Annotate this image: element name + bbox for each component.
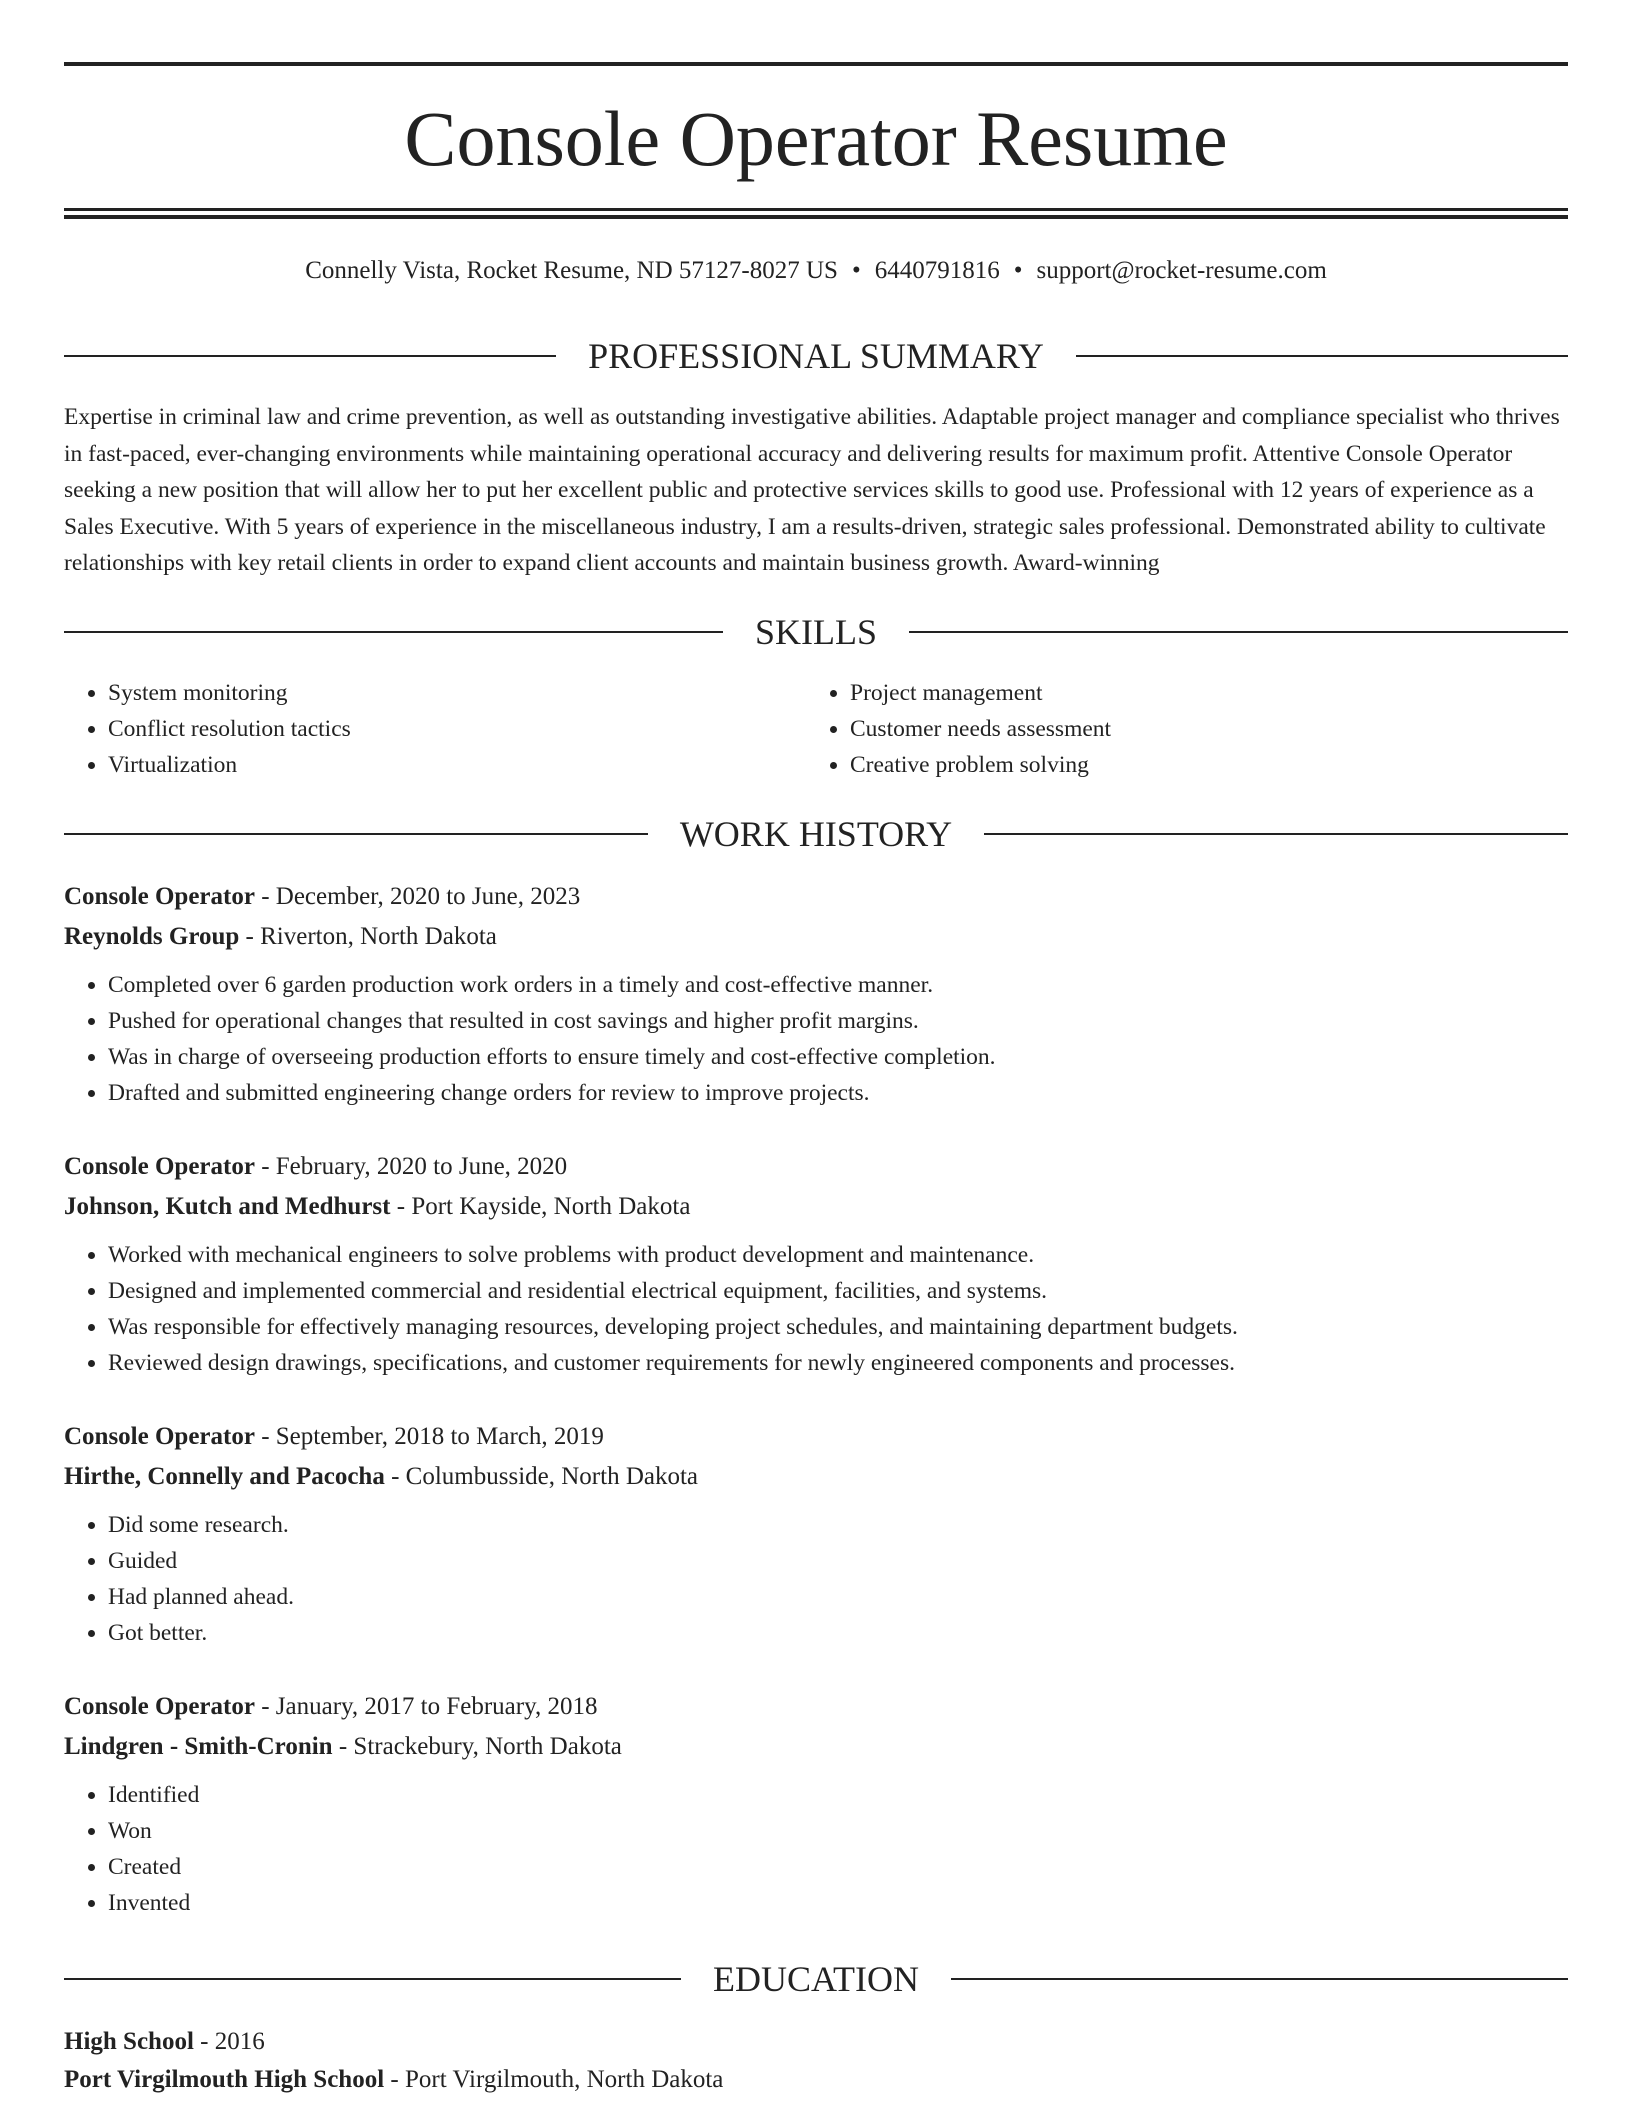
job-bullet: • Invented: [108, 1885, 1568, 1921]
job-company: Reynolds Group: [64, 923, 240, 950]
skills-list: [64, 675, 1568, 783]
job-title: Console Operator: [64, 1693, 255, 1720]
title-rule-upper: [64, 208, 1568, 211]
section-title-work: WORK HISTORY: [679, 814, 953, 854]
job-bullet: • Completed over 6 garden production work orders in a timely and cost-effective manner.: [108, 967, 1568, 1003]
job-company-line: [64, 1727, 1568, 1767]
skill-item: • System monitoring: [108, 675, 806, 711]
dash: -: [390, 1193, 412, 1220]
contact-email: support@rocket-resume.com: [1036, 257, 1327, 284]
education-location: Port Virgilmouth, North Dakota: [404, 2066, 724, 2093]
job-company-line: [64, 1187, 1568, 1227]
job-title-line: [64, 877, 1568, 917]
job-company: Hirthe, Connelly and Pacocha: [64, 1463, 385, 1490]
section-header-summary: [64, 334, 1568, 378]
section-rule-left: [64, 355, 556, 357]
job-bullet: • Won: [108, 1813, 1568, 1849]
job-bullet: • Drafted and submitted engineering change orders for review to improve projects.: [108, 1075, 1568, 1111]
job-title: Console Operator: [64, 1153, 255, 1180]
section-rule-left: [64, 631, 723, 633]
job-title-line: [64, 1687, 1568, 1727]
section-rule-right: [1076, 355, 1568, 357]
section-rule-right: [909, 631, 1568, 633]
job-location: Riverton, North Dakota: [260, 923, 497, 950]
section-title-summary: PROFESSIONAL SUMMARY: [588, 336, 1044, 376]
job-dates: February, 2020 to June, 2020: [275, 1153, 568, 1180]
section-header-work: [64, 812, 1568, 856]
job-location: Columbusside, North Dakota: [405, 1463, 699, 1490]
job-dates: January, 2017 to February, 2018: [275, 1693, 598, 1720]
job-dates: September, 2018 to March, 2019: [275, 1423, 604, 1450]
job-entry: [64, 877, 1568, 1111]
job-bullet: • Did some research.: [108, 1507, 1568, 1543]
contact-phone: 6440791816: [874, 257, 1000, 284]
dash: -: [239, 923, 261, 950]
job-title-line: [64, 1147, 1568, 1187]
job-bullet: • Was responsible for effectively managing resources, developing project schedules, and maintaining department budgets.: [108, 1309, 1568, 1345]
dash: -: [254, 883, 276, 910]
top-rule: [64, 62, 1568, 66]
section-rule-right: [951, 1978, 1568, 1980]
contact-line: [64, 254, 1568, 288]
page-title: Console Operator Resume: [404, 95, 1228, 182]
education-entry: [64, 2023, 1568, 2099]
summary-text: Expertise in criminal law and crime prevention, as well as outstanding investigative abilities. Adaptable project manager and compliance specialist who thrives in fast-paced, ever-changing environments while maintaining operational accuracy and delivering results for maximum profit. Attentive Console Operator seeking a new position that will allow her to put her excellent public and protective services skills to good use. Professional with 12 years of experience as a Sales Executive. With 5 years of experience in the miscellaneous industry, I am a results-driven, strategic sales professional. Demonstrated ability to cultivate relationships with key retail clients in order to expand client accounts and maintain business growth. Award-winning: [64, 404, 1560, 576]
skill-item: • Virtualization: [108, 747, 806, 783]
skill-item: • Creative problem solving: [850, 747, 1548, 783]
job-title: Console Operator: [64, 1423, 255, 1450]
section-rule-left: [64, 1978, 681, 1980]
job-bullet: • Guided: [108, 1543, 1568, 1579]
section-header-education: [64, 1957, 1568, 2001]
job-bullet: • Was in charge of overseeing production efforts to ensure timely and cost-effective completion.: [108, 1039, 1568, 1075]
dash: -: [254, 1153, 276, 1180]
skills-column-right: [806, 675, 1548, 783]
education-school-line: [64, 2061, 1568, 2099]
title-rule-lower: [64, 215, 1568, 219]
job-bullets: [64, 1507, 1568, 1651]
job-bullets: [64, 967, 1568, 1111]
job-title: Console Operator: [64, 883, 255, 910]
skills-column-left: [64, 675, 806, 783]
section-rule-left: [64, 833, 648, 835]
job-dates: December, 2020 to June, 2023: [275, 883, 581, 910]
job-title-line: [64, 1417, 1568, 1457]
section-rule-right: [984, 833, 1568, 835]
job-company-line: [64, 917, 1568, 957]
job-company: Lindgren - Smith-Cronin: [64, 1733, 333, 1760]
dash: -: [193, 2028, 215, 2055]
dash: -: [384, 1463, 406, 1490]
job-bullets: [64, 1237, 1568, 1381]
job-company-line: [64, 1457, 1568, 1497]
education-degree: High School: [64, 2028, 194, 2055]
job-location: Port Kayside, North Dakota: [411, 1193, 691, 1220]
job-bullet: • Designed and implemented commercial and residential electrical equipment, facilities, and systems.: [108, 1273, 1568, 1309]
job-bullet: • Created: [108, 1849, 1568, 1885]
job-bullet: • Identified: [108, 1777, 1568, 1813]
job-bullets: [64, 1777, 1568, 1921]
contact-address: Connelly Vista, Rocket Resume, ND 57127-8027 US: [305, 257, 838, 284]
job-entry: [64, 1687, 1568, 1921]
section-title-education: EDUCATION: [713, 1959, 919, 1999]
dash: -: [384, 2066, 405, 2093]
contact-separator: •: [851, 257, 861, 284]
job-bullet: • Got better.: [108, 1615, 1568, 1651]
education-year: 2016: [214, 2028, 265, 2055]
job-bullet: • Pushed for operational changes that resulted in cost savings and higher profit margins.: [108, 1003, 1568, 1039]
skill-item: • Customer needs assessment: [850, 711, 1548, 747]
job-bullet: • Had planned ahead.: [108, 1579, 1568, 1615]
dash: -: [332, 1733, 354, 1760]
job-bullet: • Reviewed design drawings, specifications, and customer requirements for newly engineered components and processes.: [108, 1345, 1568, 1381]
dash: -: [254, 1693, 276, 1720]
job-entry: [64, 1147, 1568, 1381]
skill-item: • Conflict resolution tactics: [108, 711, 806, 747]
job-company: Johnson, Kutch and Medhurst: [64, 1193, 391, 1220]
section-title-skills: SKILLS: [755, 612, 878, 652]
section-header-skills: [64, 610, 1568, 654]
job-entry: [64, 1417, 1568, 1651]
education-school: Port Virgilmouth High School: [64, 2066, 385, 2093]
job-location: Strackebury, North Dakota: [353, 1733, 622, 1760]
education-degree-line: [64, 2023, 1568, 2061]
dash: -: [254, 1423, 276, 1450]
skill-item: • Project management: [850, 675, 1548, 711]
job-bullet: • Worked with mechanical engineers to solve problems with product development and maintenance.: [108, 1237, 1568, 1273]
contact-separator: •: [1013, 257, 1023, 284]
